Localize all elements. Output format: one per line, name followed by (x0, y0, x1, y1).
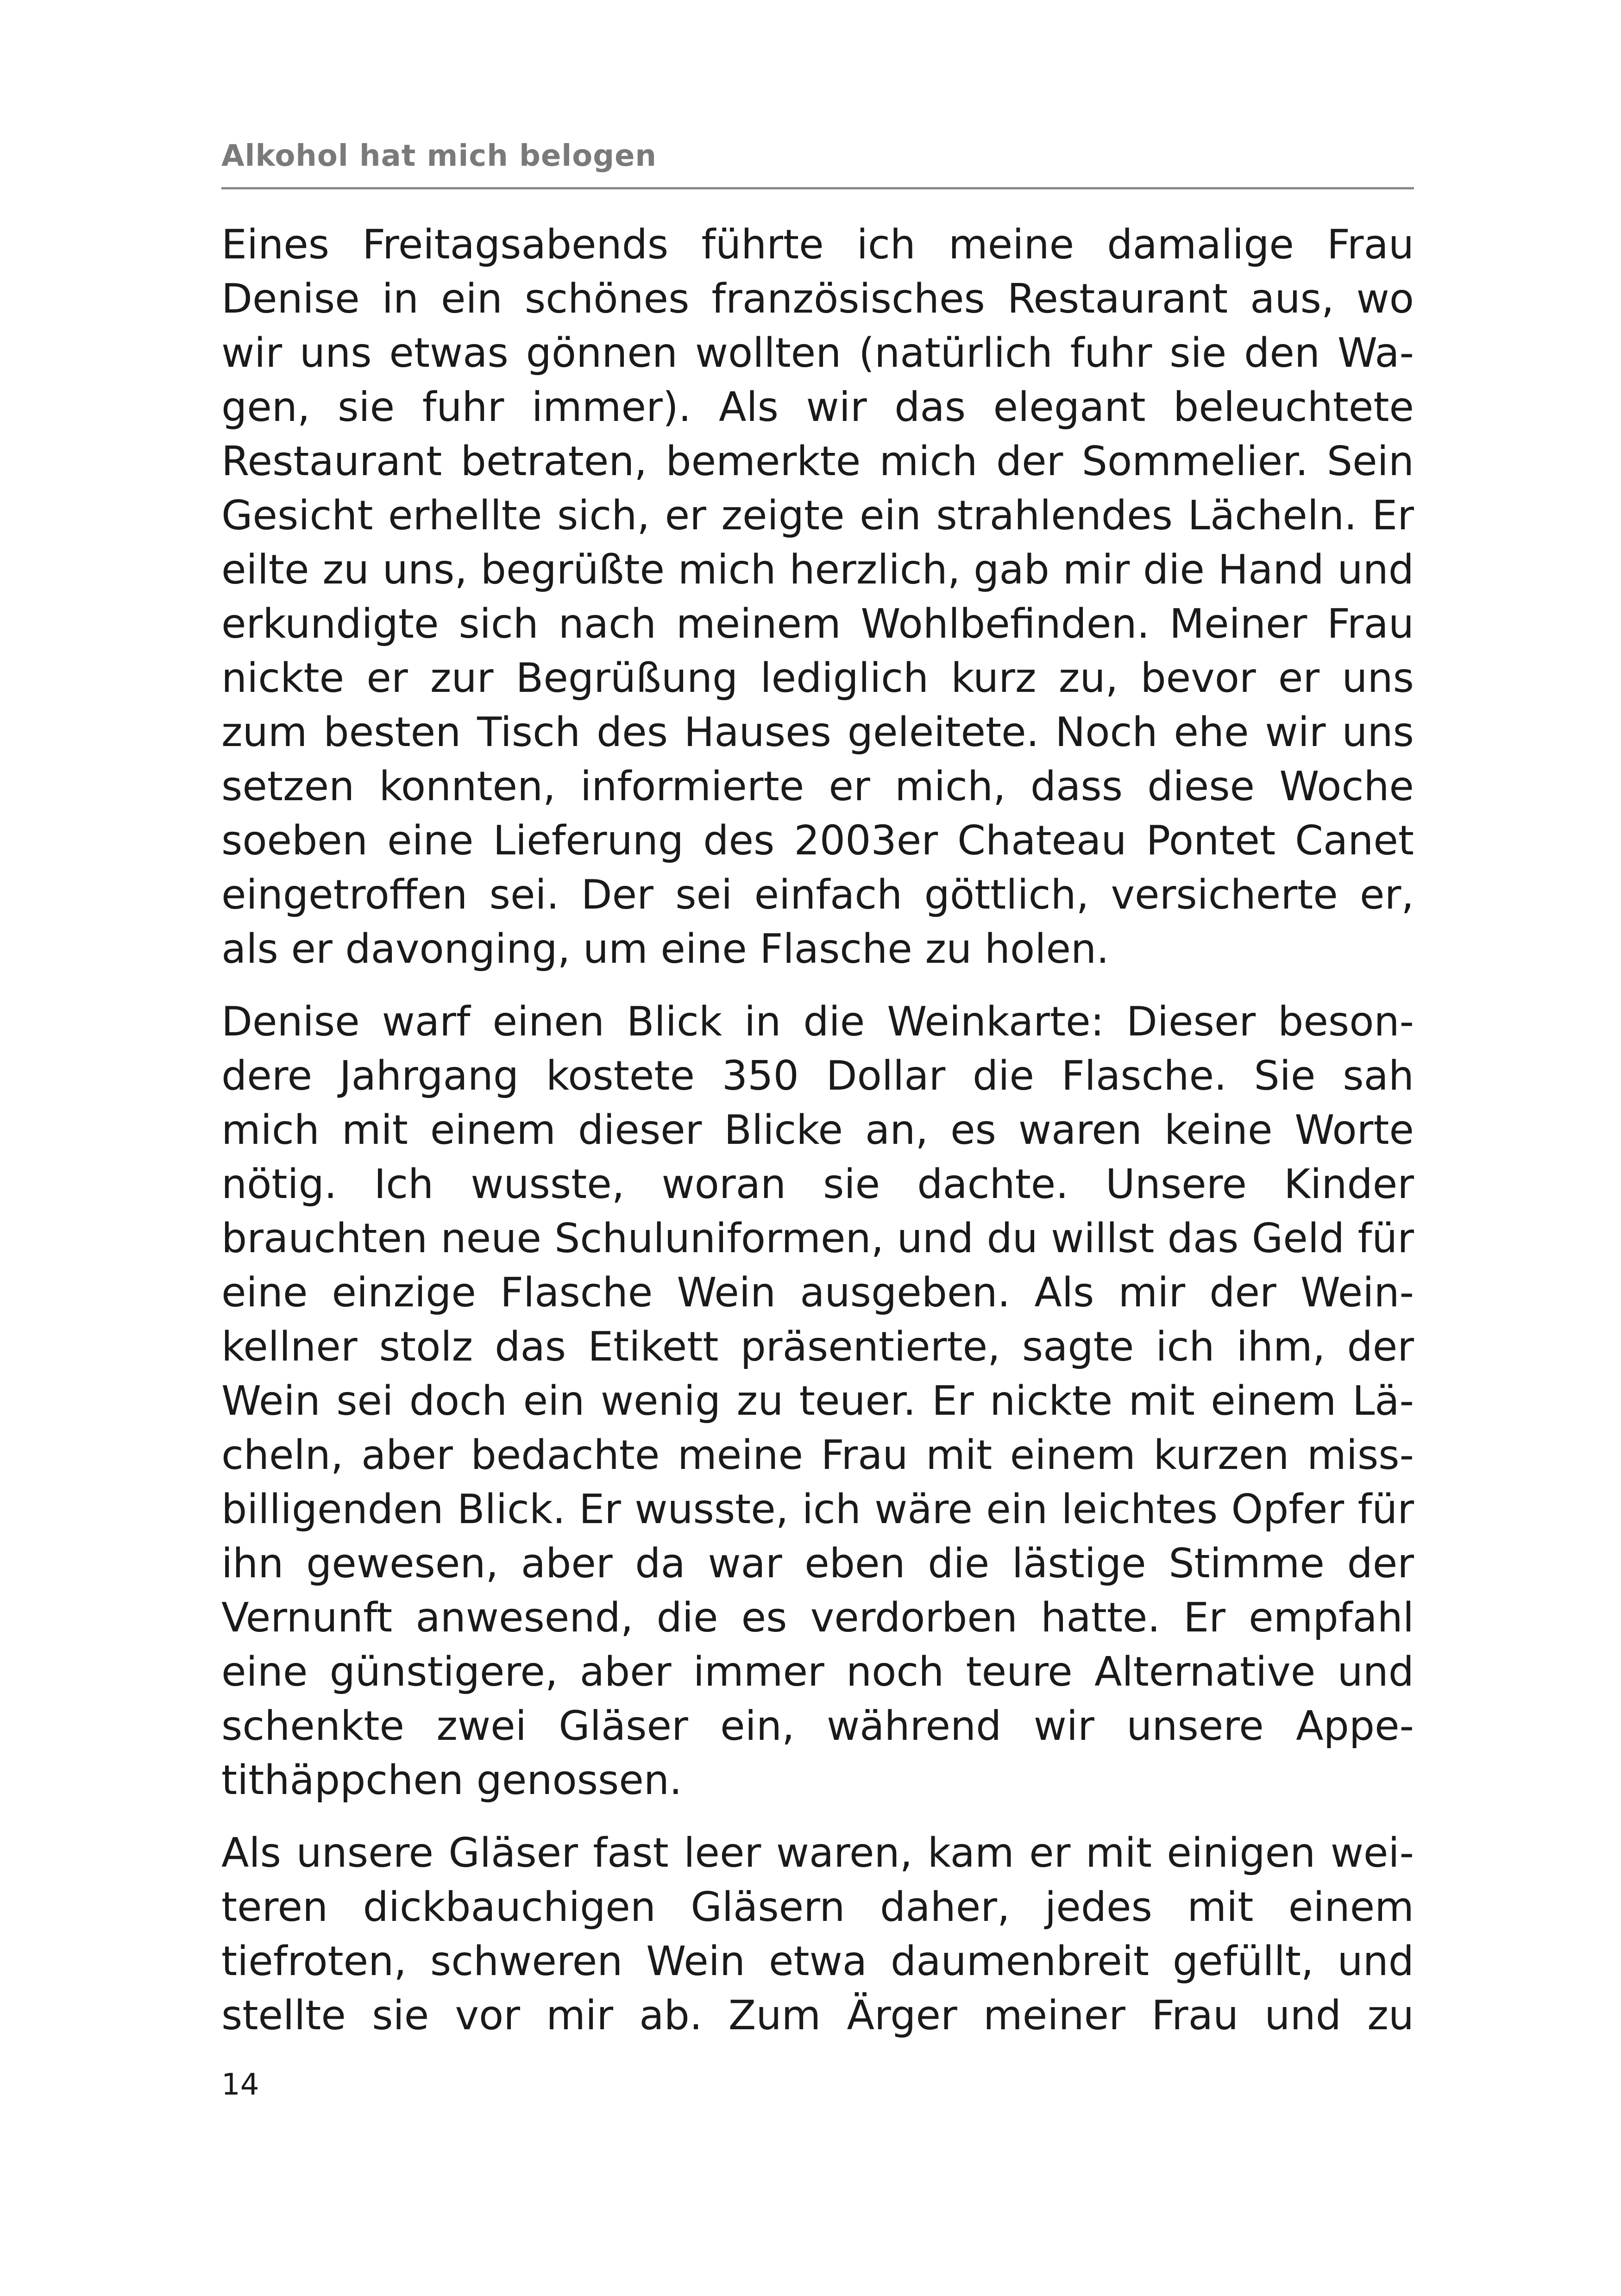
text-line: cheln, aber bedachte meine Frau mit einem kurzen miss- (221, 1431, 1414, 1479)
text-line: Eines Freitagsabends führte ich meine damalige Frau (221, 221, 1414, 268)
text-line: Vernunft anwesend, die es verdorben hatte. Er empfahl (221, 1594, 1414, 1641)
text-line: mich mit einem dieser Blicke an, es waren keine Worte (221, 1106, 1414, 1154)
text-line: nötig. Ich wusste, woran sie dachte. Unsere Kinder (221, 1161, 1414, 1208)
text-line: brauchten neue Schuluniformen, und du willst das Geld für (221, 1215, 1414, 1262)
text-line: kellner stolz das Etikett präsentierte, sagte ich ihm, der (221, 1323, 1414, 1370)
text-line: schenkte zwei Gläser ein, während wir unsere Appe- (221, 1702, 1414, 1750)
paragraph (221, 995, 1414, 1807)
text-line: Denise warf einen Blick in die Weinkarte: Dieser beson- (221, 998, 1414, 1045)
text-line: dere Jahrgang kostete 350 Dollar die Flasche. Sie sah (221, 1052, 1414, 1099)
text-line: eilte zu uns, begrüßte mich herzlich, gab mir die Hand und (221, 546, 1414, 593)
text-line: eine günstigere, aber immer noch teure Alternative und (221, 1648, 1414, 1695)
running-title: Alkohol hat mich belogen (221, 139, 657, 173)
text-line: eingetroffen sei. Der sei einfach göttlich, versicherte er, (221, 871, 1414, 918)
text-line: nickte er zur Begrüßung lediglich kurz zu, bevor er uns (221, 654, 1414, 702)
paragraph (221, 218, 1414, 976)
text-line: gen, sie fuhr immer). Als wir das elegant beleuchtete (221, 383, 1414, 431)
page-header (221, 135, 1414, 177)
text-line: zum besten Tisch des Hauses geleitete. Noch ehe wir uns (221, 709, 1414, 756)
text-line: ihn gewesen, aber da war eben die lästige Stimme der (221, 1540, 1414, 1587)
text-line: wir uns etwas gönnen wollten (natürlich fuhr sie den Wa- (221, 329, 1414, 376)
text-line: Denise in ein schönes französisches Restaurant aus, wo (221, 275, 1414, 322)
text-line: soeben eine Lieferung des 2003er Chateau Pontet Canet (221, 817, 1414, 864)
text-line: Gesicht erhellte sich, er zeigte ein strahlendes Lächeln. Er (221, 492, 1414, 539)
text-line: stellte sie vor mir ab. Zum Ärger meiner Frau und zu (221, 1992, 1414, 2039)
text-line: teren dickbauchigen Gläsern daher, jedes mit einem (221, 1883, 1414, 1931)
text-line: Wein sei doch ein wenig zu teuer. Er nickte mit einem Lä- (221, 1377, 1414, 1424)
text-line: billigenden Blick. Er wusste, ich wäre ein leichtes Opfer für (221, 1486, 1414, 1533)
text-line: eine einzige Flasche Wein ausgeben. Als mir der Wein- (221, 1269, 1414, 1316)
text-line: tithäppchen genossen. (221, 1757, 682, 1804)
text-line: erkundigte sich nach meinem Wohlbefinden. Meiner Frau (221, 600, 1414, 647)
text-line: Restaurant betraten, bemerkte mich der Sommelier. Sein (221, 438, 1414, 485)
text-line: setzen konnten, informierte er mich, dass diese Woche (221, 763, 1414, 810)
text-line: als er davonging, um eine Flasche zu holen. (221, 925, 1109, 972)
text-line: tiefroten, schweren Wein etwa daumenbreit gefüllt, und (221, 1938, 1414, 1985)
page-number: 14 (221, 2068, 259, 2102)
paragraph (221, 1826, 1414, 2043)
body-text (221, 218, 1414, 2061)
text-line: Als unsere Gläser fast leer waren, kam er mit einigen wei- (221, 1829, 1414, 1876)
header-rule (221, 187, 1414, 189)
